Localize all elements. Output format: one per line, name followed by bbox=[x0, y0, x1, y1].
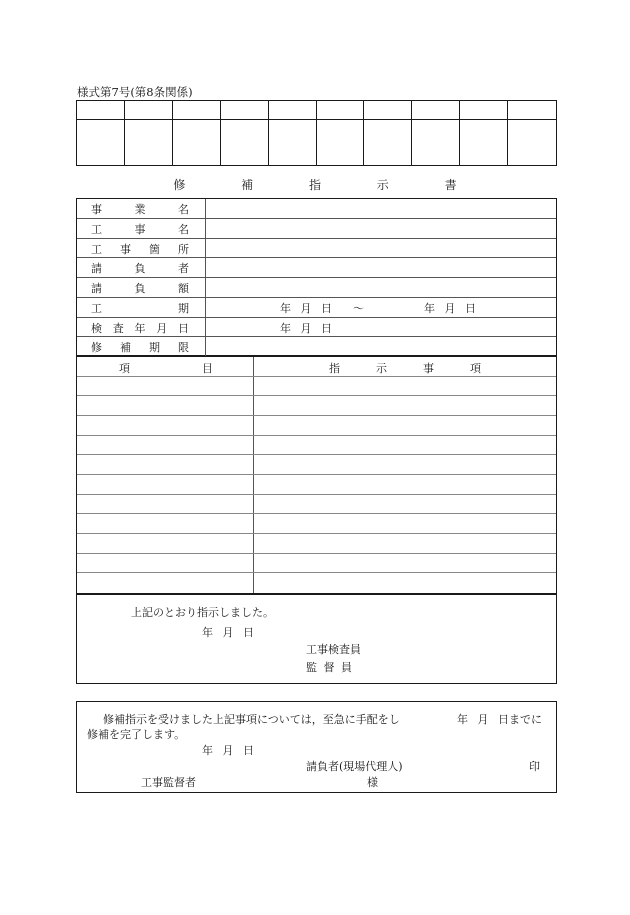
completion-text-1: 修補指示を受けました上記事項については，至急に手配をし bbox=[103, 713, 400, 726]
stamp-cell bbox=[460, 101, 508, 120]
form-number: 様式第7号(第8条関係) bbox=[77, 85, 193, 99]
inspector-label: 工事検査員 bbox=[306, 643, 361, 656]
stamp-cell bbox=[412, 101, 460, 120]
stamp-cell bbox=[317, 120, 365, 165]
stamp-cell bbox=[173, 120, 221, 165]
info-row bbox=[77, 318, 556, 338]
items-row bbox=[77, 396, 556, 416]
items-row bbox=[77, 495, 556, 515]
period-start-date: 年 月 日 bbox=[280, 301, 332, 315]
stamp-cell bbox=[460, 120, 508, 165]
stamp-cell bbox=[221, 101, 269, 120]
stamp-cell bbox=[412, 120, 460, 165]
supervisor-label: 監 督 員 bbox=[306, 661, 352, 674]
info-row bbox=[77, 298, 556, 318]
stamp-cell bbox=[269, 120, 317, 165]
instruction-text: 上記のとおり指示しました。 bbox=[131, 606, 274, 619]
completion-date: 年 月 日 bbox=[202, 744, 254, 757]
items-row bbox=[77, 475, 556, 495]
info-row bbox=[77, 199, 556, 219]
stamp-cell bbox=[173, 101, 221, 120]
items-row bbox=[77, 534, 556, 554]
period-separator: 〜 bbox=[353, 301, 364, 315]
info-row bbox=[77, 219, 556, 239]
items-row bbox=[77, 514, 556, 534]
stamp-cell bbox=[125, 101, 173, 120]
info-label: 修 補 期 限 bbox=[91, 341, 189, 355]
stamp-cell bbox=[269, 101, 317, 120]
items-row bbox=[77, 455, 556, 475]
info-row bbox=[77, 337, 556, 357]
info-label: 検 査 年 月 日 bbox=[91, 321, 189, 335]
info-label: 請 負 者 bbox=[91, 262, 189, 276]
contractor-label: 請負者(現場代理人) bbox=[306, 760, 403, 773]
items-row bbox=[77, 436, 556, 456]
stamp-cell bbox=[508, 101, 556, 120]
info-label: 請 負 額 bbox=[91, 282, 189, 295]
items-row bbox=[77, 377, 556, 397]
info-row bbox=[77, 239, 556, 259]
instruction-column-header: 指 示 事 項 bbox=[329, 362, 481, 375]
stamp-cell bbox=[317, 101, 365, 120]
completion-text-2: 修補を完了します。 bbox=[87, 728, 186, 741]
stamp-cell bbox=[508, 120, 556, 165]
instruction-date: 年 月 日 bbox=[202, 626, 254, 639]
items-table bbox=[76, 356, 557, 594]
period-end-date: 年 月 日 bbox=[424, 301, 476, 315]
stamp-cell bbox=[77, 101, 125, 120]
honorific: 様 bbox=[367, 776, 378, 789]
info-label: 工 事 箇 所 bbox=[91, 242, 189, 256]
info-row bbox=[77, 258, 556, 278]
stamp-cell bbox=[125, 120, 173, 165]
instruction-box bbox=[76, 594, 557, 684]
items-row bbox=[77, 573, 556, 593]
items-header-row bbox=[77, 357, 556, 377]
info-label: 工 事 名 bbox=[91, 222, 189, 236]
info-row bbox=[77, 278, 556, 298]
inspection-date: 年 月 日 bbox=[280, 321, 332, 335]
stamp-cell bbox=[364, 101, 412, 120]
stamp-cell bbox=[364, 120, 412, 165]
info-table bbox=[76, 198, 557, 356]
item-column-header: 項 目 bbox=[119, 362, 213, 375]
seal-mark: 印 bbox=[529, 760, 540, 773]
completion-box bbox=[76, 701, 557, 793]
stamp-cell bbox=[221, 120, 269, 165]
completion-deadline: 年 月 日までに bbox=[457, 713, 542, 726]
stamp-cell bbox=[77, 120, 125, 165]
info-label: 事 業 名 bbox=[91, 203, 189, 216]
info-label: 工 期 bbox=[91, 301, 189, 315]
document-title: 修 補 指 示 書 bbox=[173, 178, 483, 192]
supervisor-recipient: 工事監督者 bbox=[141, 776, 196, 789]
approval-stamp-grid bbox=[76, 100, 557, 166]
items-row bbox=[77, 554, 556, 574]
items-row bbox=[77, 416, 556, 436]
